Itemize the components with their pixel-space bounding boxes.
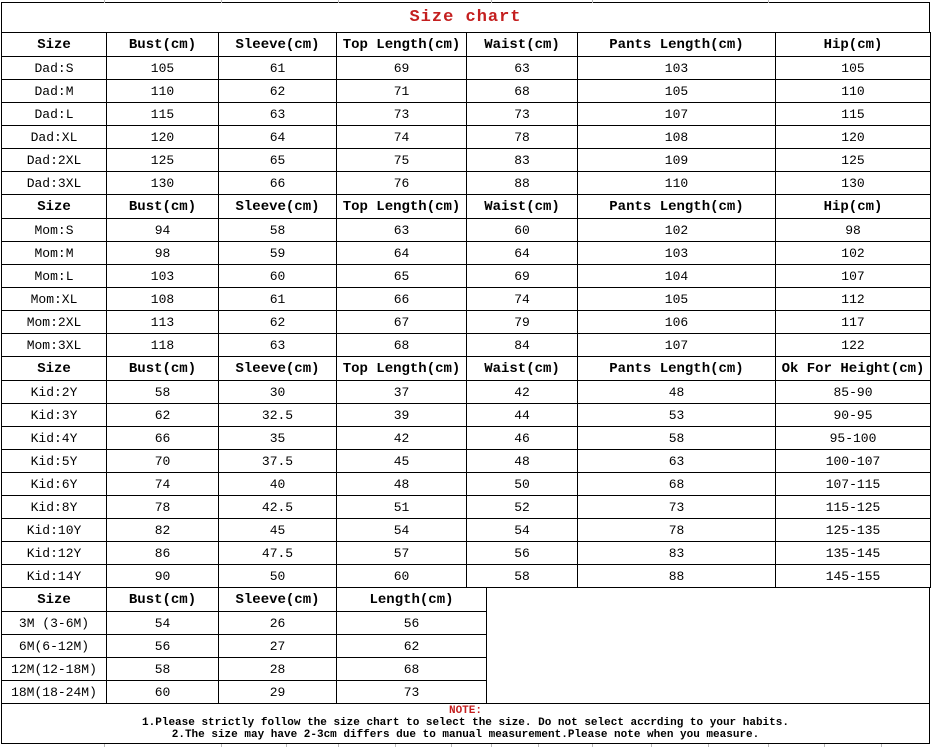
value-cell: 78	[467, 126, 578, 149]
value-cell: 56	[337, 612, 487, 635]
value-cell: 63	[467, 57, 578, 80]
value-cell: 65	[219, 149, 337, 172]
column-header: Hip(cm)	[776, 33, 931, 57]
table-row	[2, 103, 931, 126]
value-cell: 118	[107, 334, 219, 357]
value-cell: 105	[776, 57, 931, 80]
value-cell: 64	[467, 242, 578, 265]
table-row	[2, 427, 931, 450]
table-row	[2, 496, 931, 519]
value-cell: 58	[107, 381, 219, 404]
size-label-cell: 6M(6-12M)	[2, 635, 107, 658]
value-cell: 76	[337, 172, 467, 195]
value-cell: 94	[107, 219, 219, 242]
column-header: Pants Length(cm)	[578, 195, 776, 219]
size-label-cell: Mom:2XL	[2, 311, 107, 334]
table-row	[2, 473, 931, 496]
column-header: Top Length(cm)	[337, 357, 467, 381]
value-cell: 60	[467, 219, 578, 242]
value-cell: 122	[776, 334, 931, 357]
gridline-tick	[491, 0, 492, 3]
value-cell: 83	[467, 149, 578, 172]
value-cell: 63	[578, 450, 776, 473]
value-cell: 78	[107, 496, 219, 519]
column-header: Hip(cm)	[776, 195, 931, 219]
size-label-cell: Kid:12Y	[2, 542, 107, 565]
value-cell: 98	[776, 219, 931, 242]
table-row	[2, 265, 931, 288]
size-label-cell: 3M (3-6M)	[2, 612, 107, 635]
column-header: Sleeve(cm)	[219, 588, 337, 612]
value-cell: 113	[107, 311, 219, 334]
value-cell: 57	[337, 542, 467, 565]
value-cell: 83	[578, 542, 776, 565]
value-cell: 66	[219, 172, 337, 195]
column-header: Waist(cm)	[467, 357, 578, 381]
size-label-cell: Mom:3XL	[2, 334, 107, 357]
value-cell: 84	[467, 334, 578, 357]
value-cell: 78	[578, 519, 776, 542]
value-cell: 37.5	[219, 450, 337, 473]
value-cell: 66	[107, 427, 219, 450]
value-cell: 39	[337, 404, 467, 427]
value-cell: 63	[337, 219, 467, 242]
gridline-tick	[221, 0, 222, 3]
value-cell: 68	[337, 658, 487, 681]
value-cell: 107-115	[776, 473, 931, 496]
value-cell: 105	[578, 80, 776, 103]
table-row	[2, 288, 931, 311]
column-header: Length(cm)	[337, 588, 487, 612]
value-cell: 102	[776, 242, 931, 265]
value-cell: 40	[219, 473, 337, 496]
value-cell: 130	[776, 172, 931, 195]
value-cell: 65	[337, 265, 467, 288]
value-cell: 54	[337, 519, 467, 542]
column-header: Pants Length(cm)	[578, 357, 776, 381]
note-line-2: 2.The size may have 2-3cm differs due to manual measurement.Please note when you measure.	[171, 729, 760, 741]
size-label-cell: 12M(12-18M)	[2, 658, 107, 681]
size-label-cell: Kid:6Y	[2, 473, 107, 496]
value-cell: 47.5	[219, 542, 337, 565]
header-row	[2, 195, 931, 219]
table-row	[2, 80, 931, 103]
table-row	[2, 381, 931, 404]
value-cell: 58	[467, 565, 578, 588]
table-row	[2, 658, 487, 681]
value-cell: 95-100	[776, 427, 931, 450]
value-cell: 48	[578, 381, 776, 404]
value-cell: 103	[578, 57, 776, 80]
table-row	[2, 450, 931, 473]
value-cell: 61	[219, 288, 337, 311]
mom-size-table	[1, 194, 931, 357]
value-cell: 46	[467, 427, 578, 450]
baby-section	[1, 588, 930, 704]
value-cell: 52	[467, 496, 578, 519]
value-cell: 104	[578, 265, 776, 288]
table-row	[2, 172, 931, 195]
page-title: Size chart	[1, 2, 930, 33]
value-cell: 107	[578, 334, 776, 357]
value-cell: 68	[337, 334, 467, 357]
column-header: Sleeve(cm)	[219, 33, 337, 57]
value-cell: 90	[107, 565, 219, 588]
value-cell: 145-155	[776, 565, 931, 588]
note-label: NOTE:	[448, 705, 482, 717]
value-cell: 86	[107, 542, 219, 565]
value-cell: 68	[578, 473, 776, 496]
size-label-cell: Kid:8Y	[2, 496, 107, 519]
value-cell: 45	[337, 450, 467, 473]
value-cell: 59	[219, 242, 337, 265]
value-cell: 42.5	[219, 496, 337, 519]
value-cell: 115-125	[776, 496, 931, 519]
column-header: Waist(cm)	[467, 195, 578, 219]
value-cell: 103	[578, 242, 776, 265]
size-label-cell: Kid:3Y	[2, 404, 107, 427]
note-box	[1, 703, 930, 744]
value-cell: 115	[776, 103, 931, 126]
column-header: Pants Length(cm)	[578, 33, 776, 57]
value-cell: 63	[219, 103, 337, 126]
value-cell: 74	[467, 288, 578, 311]
value-cell: 35	[219, 427, 337, 450]
value-cell: 73	[337, 103, 467, 126]
value-cell: 115	[107, 103, 219, 126]
table-row	[2, 149, 931, 172]
value-cell: 100-107	[776, 450, 931, 473]
value-cell: 73	[467, 103, 578, 126]
value-cell: 42	[337, 427, 467, 450]
value-cell: 85-90	[776, 381, 931, 404]
gridline-tick	[338, 0, 339, 3]
value-cell: 102	[578, 219, 776, 242]
size-label-cell: Kid:14Y	[2, 565, 107, 588]
column-header: Bust(cm)	[107, 588, 219, 612]
value-cell: 68	[467, 80, 578, 103]
column-header: Bust(cm)	[107, 33, 219, 57]
table-row	[2, 542, 931, 565]
column-header: Top Length(cm)	[337, 33, 467, 57]
value-cell: 60	[337, 565, 467, 588]
value-cell: 75	[337, 149, 467, 172]
note-line-1: 1.Please strictly follow the size chart to select the size. Do not select accrding to your habits.	[142, 717, 789, 729]
value-cell: 54	[467, 519, 578, 542]
size-label-cell: Dad:M	[2, 80, 107, 103]
table-row	[2, 612, 487, 635]
size-label-cell: Dad:XL	[2, 126, 107, 149]
column-header: Waist(cm)	[467, 33, 578, 57]
value-cell: 110	[578, 172, 776, 195]
column-header: Top Length(cm)	[337, 195, 467, 219]
baby-size-table	[1, 587, 487, 704]
value-cell: 105	[107, 57, 219, 80]
value-cell: 108	[578, 126, 776, 149]
value-cell: 28	[219, 658, 337, 681]
value-cell: 48	[467, 450, 578, 473]
value-cell: 56	[467, 542, 578, 565]
size-label-cell: Mom:XL	[2, 288, 107, 311]
empty-merged-cell	[486, 587, 930, 704]
value-cell: 64	[337, 242, 467, 265]
value-cell: 26	[219, 612, 337, 635]
value-cell: 103	[107, 265, 219, 288]
value-cell: 67	[337, 311, 467, 334]
value-cell: 45	[219, 519, 337, 542]
size-label-cell: Dad:L	[2, 103, 107, 126]
value-cell: 48	[337, 473, 467, 496]
value-cell: 110	[776, 80, 931, 103]
value-cell: 112	[776, 288, 931, 311]
value-cell: 110	[107, 80, 219, 103]
value-cell: 107	[578, 103, 776, 126]
size-label-cell: Mom:M	[2, 242, 107, 265]
value-cell: 60	[219, 265, 337, 288]
size-label-cell: Dad:2XL	[2, 149, 107, 172]
value-cell: 62	[219, 80, 337, 103]
size-label-cell: Kid:10Y	[2, 519, 107, 542]
value-cell: 69	[337, 57, 467, 80]
value-cell: 74	[337, 126, 467, 149]
size-label-cell: Mom:S	[2, 219, 107, 242]
size-label-cell: 18M(18-24M)	[2, 681, 107, 704]
value-cell: 120	[107, 126, 219, 149]
value-cell: 58	[219, 219, 337, 242]
value-cell: 108	[107, 288, 219, 311]
value-cell: 30	[219, 381, 337, 404]
value-cell: 62	[107, 404, 219, 427]
value-cell: 27	[219, 635, 337, 658]
value-cell: 106	[578, 311, 776, 334]
column-header: Sleeve(cm)	[219, 357, 337, 381]
kid-size-table	[1, 356, 931, 588]
value-cell: 79	[467, 311, 578, 334]
size-label-cell: Kid:5Y	[2, 450, 107, 473]
value-cell: 51	[337, 496, 467, 519]
value-cell: 125	[776, 149, 931, 172]
value-cell: 107	[776, 265, 931, 288]
table-row	[2, 311, 931, 334]
value-cell: 63	[219, 334, 337, 357]
value-cell: 62	[219, 311, 337, 334]
table-row	[2, 519, 931, 542]
value-cell: 88	[467, 172, 578, 195]
value-cell: 44	[467, 404, 578, 427]
table-row	[2, 126, 931, 149]
column-header: Bust(cm)	[107, 357, 219, 381]
size-label-cell: Mom:L	[2, 265, 107, 288]
value-cell: 90-95	[776, 404, 931, 427]
value-cell: 58	[578, 427, 776, 450]
gridline-tick	[104, 0, 105, 3]
column-header: Bust(cm)	[107, 195, 219, 219]
header-row	[2, 33, 931, 57]
value-cell: 74	[107, 473, 219, 496]
value-cell: 98	[107, 242, 219, 265]
size-label-cell: Dad:3XL	[2, 172, 107, 195]
table-row	[2, 219, 931, 242]
table-row	[2, 334, 931, 357]
value-cell: 56	[107, 635, 219, 658]
column-header: Size	[2, 195, 107, 219]
size-label-cell: Kid:4Y	[2, 427, 107, 450]
value-cell: 29	[219, 681, 337, 704]
value-cell: 42	[467, 381, 578, 404]
size-chart-sheet	[1, 2, 930, 744]
column-header: Size	[2, 357, 107, 381]
value-cell: 109	[578, 149, 776, 172]
value-cell: 50	[219, 565, 337, 588]
value-cell: 82	[107, 519, 219, 542]
column-header: Size	[2, 33, 107, 57]
size-label-cell: Kid:2Y	[2, 381, 107, 404]
value-cell: 37	[337, 381, 467, 404]
value-cell: 88	[578, 565, 776, 588]
dad-size-table	[1, 32, 931, 195]
table-row	[2, 565, 931, 588]
value-cell: 54	[107, 612, 219, 635]
value-cell: 64	[219, 126, 337, 149]
table-row	[2, 57, 931, 80]
value-cell: 117	[776, 311, 931, 334]
value-cell: 71	[337, 80, 467, 103]
value-cell: 130	[107, 172, 219, 195]
header-row	[2, 357, 931, 381]
value-cell: 70	[107, 450, 219, 473]
table-row	[2, 404, 931, 427]
value-cell: 125	[107, 149, 219, 172]
value-cell: 73	[578, 496, 776, 519]
value-cell: 69	[467, 265, 578, 288]
table-row	[2, 242, 931, 265]
value-cell: 125-135	[776, 519, 931, 542]
table-row	[2, 635, 487, 658]
value-cell: 73	[337, 681, 487, 704]
value-cell: 120	[776, 126, 931, 149]
value-cell: 62	[337, 635, 487, 658]
column-header: Sleeve(cm)	[219, 195, 337, 219]
value-cell: 32.5	[219, 404, 337, 427]
gridline-tick	[768, 0, 769, 3]
value-cell: 61	[219, 57, 337, 80]
column-header: Ok For Height(cm)	[776, 357, 931, 381]
column-header: Size	[2, 588, 107, 612]
value-cell: 58	[107, 658, 219, 681]
gridline-tick	[592, 0, 593, 3]
value-cell: 66	[337, 288, 467, 311]
value-cell: 53	[578, 404, 776, 427]
size-label-cell: Dad:S	[2, 57, 107, 80]
value-cell: 135-145	[776, 542, 931, 565]
table-row	[2, 681, 487, 704]
value-cell: 105	[578, 288, 776, 311]
value-cell: 60	[107, 681, 219, 704]
value-cell: 50	[467, 473, 578, 496]
header-row	[2, 588, 487, 612]
